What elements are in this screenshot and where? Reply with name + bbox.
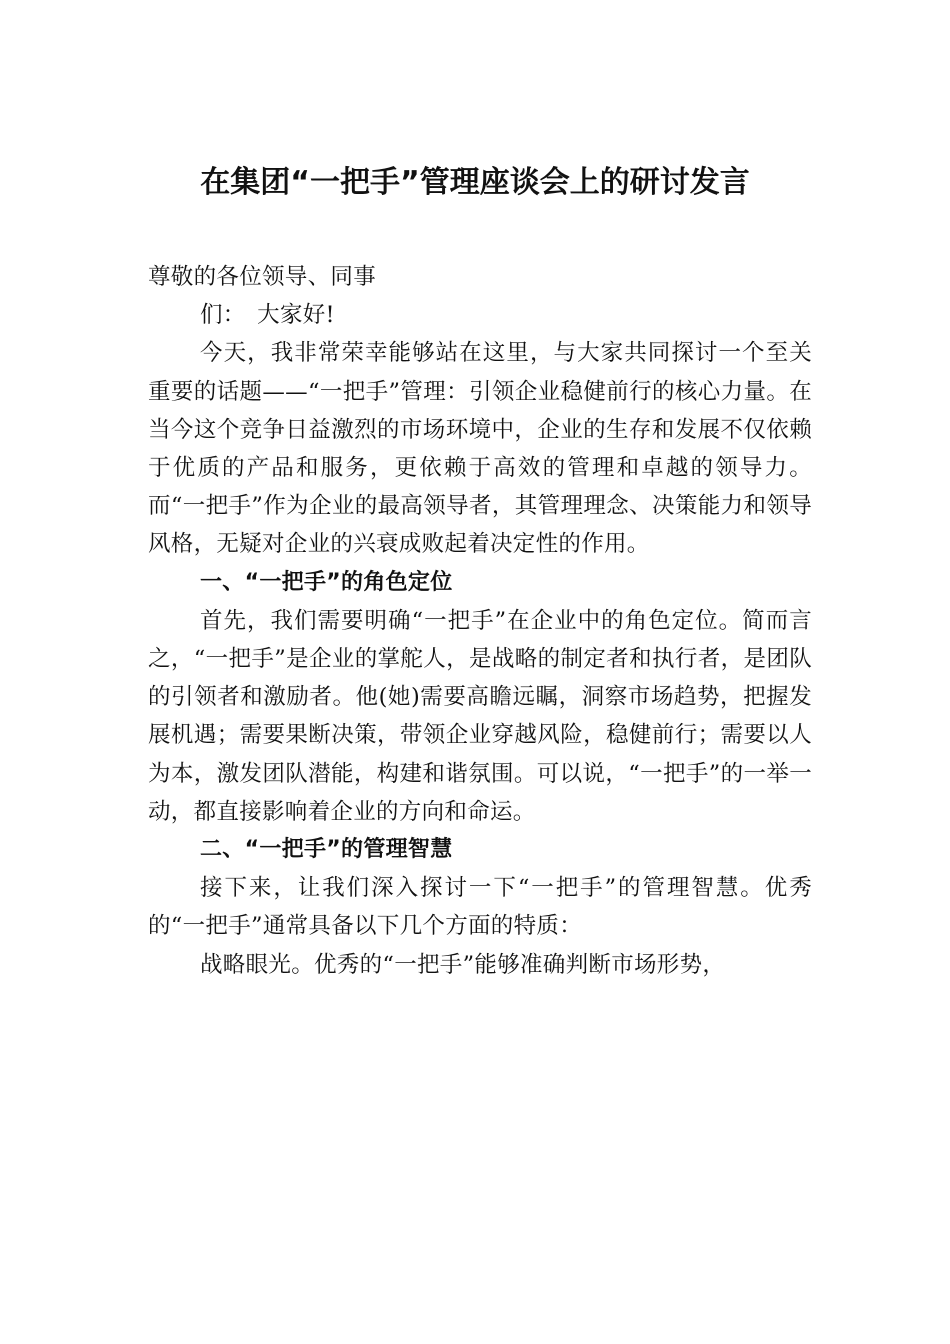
section-2-paragraph-1: 接下来，让我们深入探讨一下“一把手”的管理智慧。优秀的“一把手”通常具备以下几个方面的特质： [148,875,812,940]
section-2-heading: 二、“一把手”的管理智慧 [200,837,453,863]
salutation-line-1: 尊敬的各位领导、同事 [148,264,377,290]
section-1-heading: 一、“一把手”的角色定位 [200,569,453,595]
section-1-paragraph: 首先，我们需要明确“一把手”在企业中的角色定位。简而言之，“一把手”是企业的掌舵人，是战略的制定者和执行者，是团队的引领者和激励者。他(她)需要高瞻远瞩，洞察市场趋势，把握发展机遇；需要果断决策，带领企业穿越风险，稳健前行；需要以人为本，激发团队潜能，构建和谐氛围。可以说，“一把手”的一举一动，都直接影响着企业的方向和命运。 [148,607,812,825]
document-body [148,258,812,984]
intro-paragraph: 今天，我非常荣幸能够站在这里，与大家共同探讨一个至关重要的话题——“一把手”管理：引领企业稳健前行的核心力量。在当今这个竞争日益激烈的市场环境中，企业的生存和发展不仅依赖于优质的产品和服务，更依赖于高效的管理和卓越的领导力。而“一把手”作为企业的最高领导者，其管理理念、决策能力和领导风格，无疑对企业的兴衰成败起着决定性的作用。 [148,340,812,558]
document-title: 在集团“一把手”管理座谈会上的研讨发言 [200,165,750,200]
salutation-line-2: 们： 大家好! [200,302,335,329]
section-2-paragraph-2: 战略眼光。优秀的“一把手”能够准确判断市场形势， [200,951,726,978]
